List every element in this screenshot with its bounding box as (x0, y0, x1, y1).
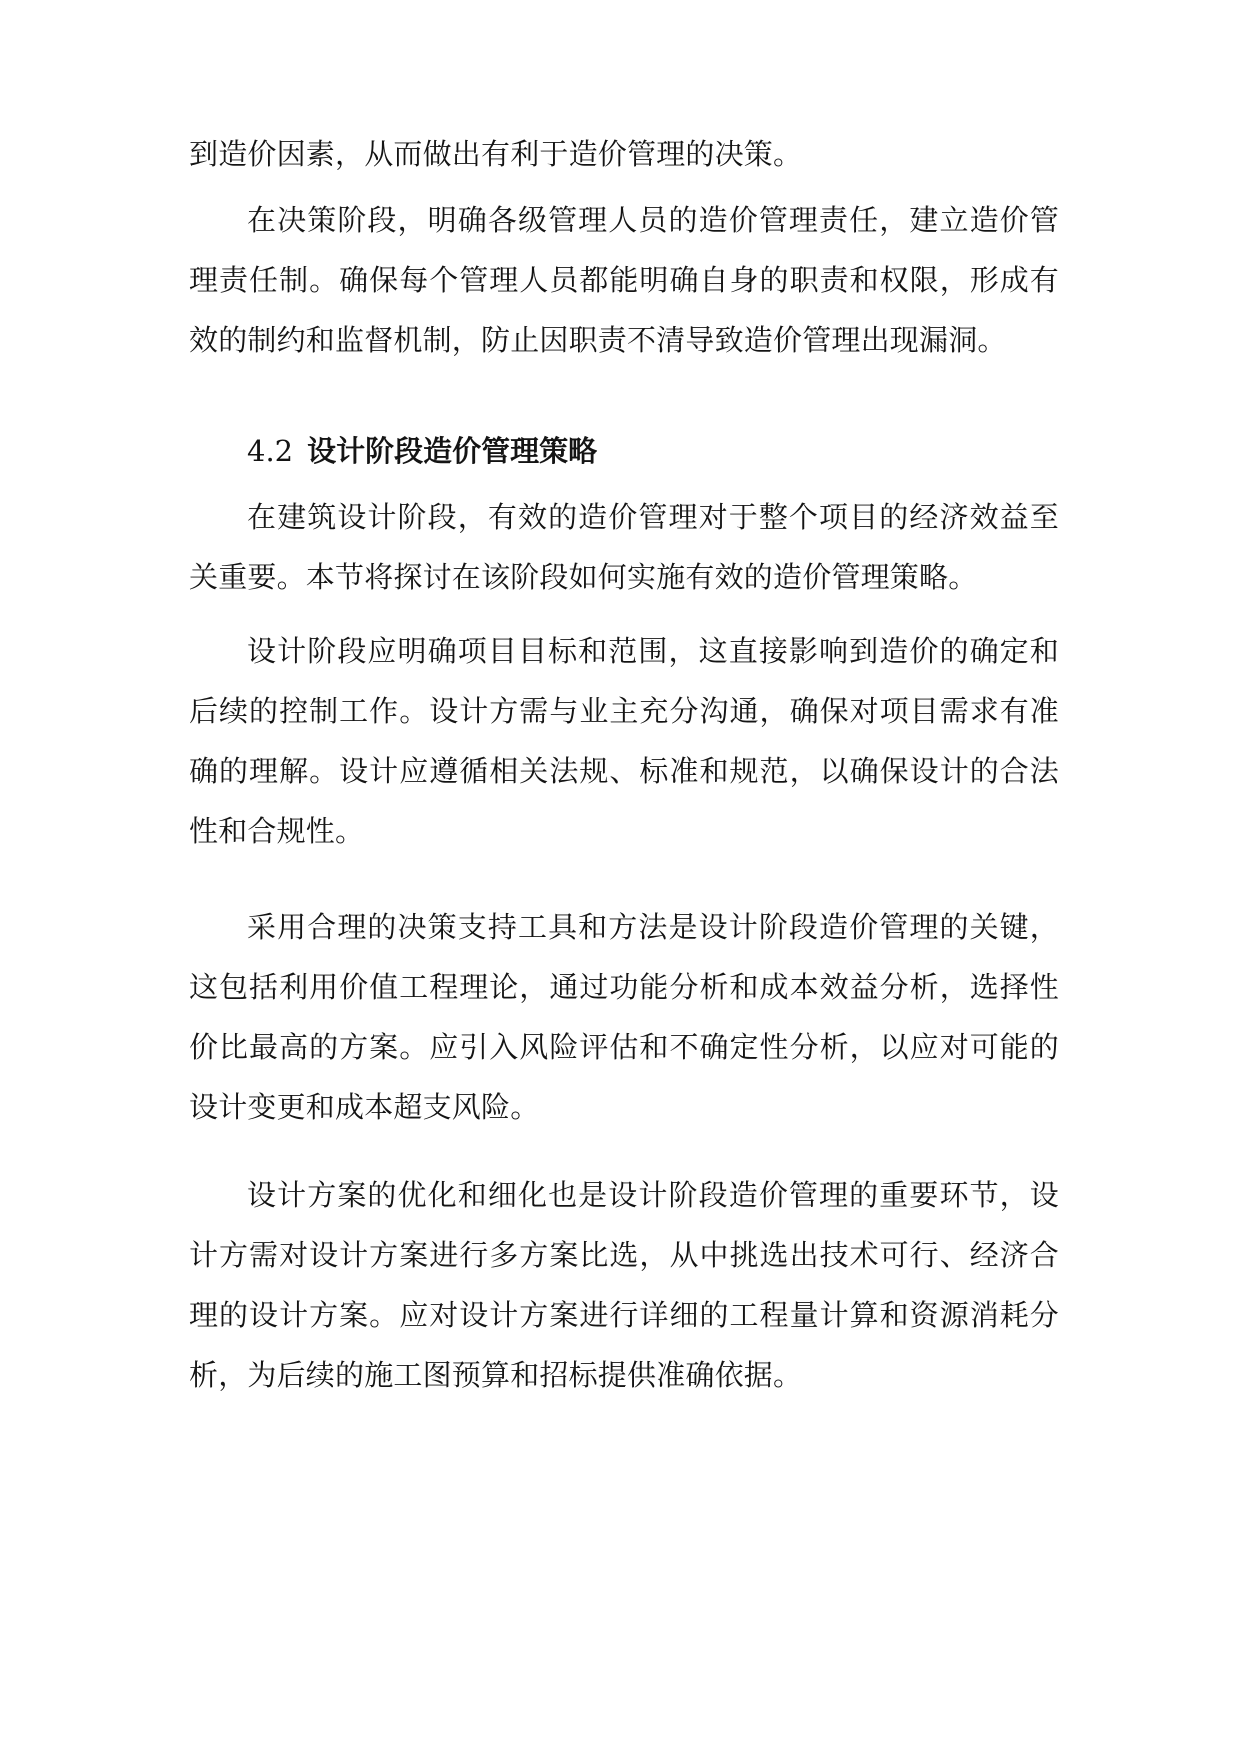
section-title: 设计阶段造价管理策略 (307, 434, 598, 468)
paragraph-design-optimization: 设计方案的优化和细化也是设计阶段造价管理的重要环节，设计方需对设计方案进行多方案比选，从中挑选出技术可行、经济合理的设计方案。应对设计方案进行详细的工程量计算和资源消耗分析，为后续的施工图预算和招标提供准确依据。 (189, 1178, 1059, 1392)
paragraph-continuation: 到造价因素，从而做出有利于造价管理的决策。 (189, 137, 803, 171)
paragraph-design-goals: 设计阶段应明确项目目标和范围，这直接影响到造价的确定和后续的控制工作。设计方需与业主充分沟通，确保对项目需求有准确的理解。设计应遵循相关法规、标准和规范，以确保设计的合法性和合规性。 (189, 634, 1059, 848)
paragraph-design-intro: 在建筑设计阶段，有效的造价管理对于整个项目的经济效益至关重要。本节将探讨在该阶段如何实施有效的造价管理策略。 (189, 500, 1059, 594)
paragraph-decision-responsibility: 在决策阶段，明确各级管理人员的造价管理责任，建立造价管理责任制。确保每个管理人员都能明确自身的职责和权限，形成有效的制约和监督机制，防止因职责不清导致造价管理出现漏洞。 (189, 203, 1059, 357)
section-number: 4.2 (247, 434, 294, 468)
section-heading (247, 421, 597, 481)
paragraph-decision-tools: 采用合理的决策支持工具和方法是设计阶段造价管理的关键，这包括利用价值工程理论，通过功能分析和成本效益分析，选择性价比最高的方案。应引入风险评估和不确定性分析，以应对可能的设计变更和成本超支风险。 (189, 910, 1059, 1124)
